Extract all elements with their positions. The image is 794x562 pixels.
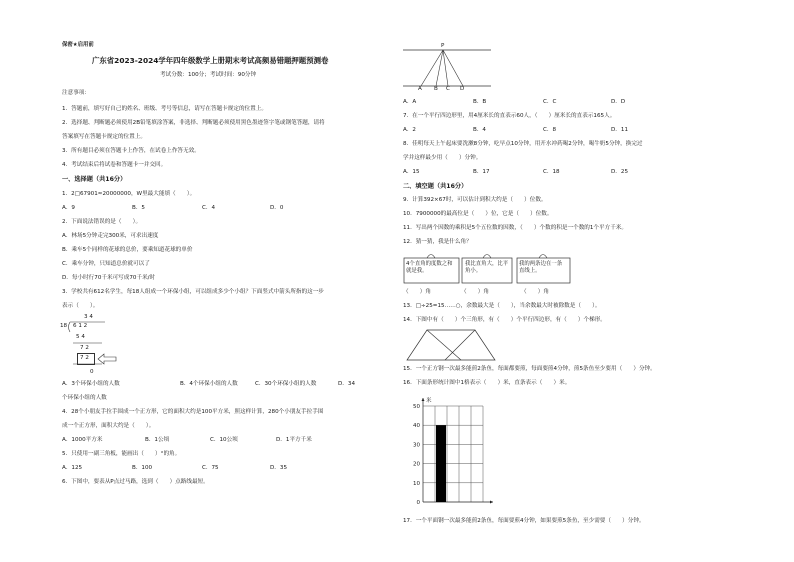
section-heading: 二、填空题（共16分） <box>403 183 468 190</box>
option: D．0 <box>270 205 284 211</box>
question-12: 12．猜一猜，我是什么角？ <box>403 239 472 245</box>
section-heading: 一、选择题（共16分） <box>62 176 127 183</box>
option: C．18 <box>543 169 560 175</box>
option: B．17 <box>473 169 490 175</box>
exam-meta: 考试分数：100分；考试时间：90分钟 <box>160 72 257 78</box>
question-9: 9．计算392×67时，可以估计到积大约是（ ）位数。 <box>403 197 547 203</box>
option: C．8 <box>543 127 557 133</box>
point-label: C <box>446 86 450 92</box>
option: C．C <box>543 99 557 105</box>
tag-answer: （ ）角 <box>403 289 431 295</box>
note-item: 1．答题前，填写好自己的姓名、班级、考号等信息，请写在答题卡规定的位置上。 <box>62 106 267 112</box>
option-cont: 个环保小组的人数 <box>62 395 107 401</box>
question-1: 1．2□67901≈20000000，W里最大能填（ ）。 <box>62 191 196 197</box>
option: A．A <box>403 99 417 105</box>
question-14: 14．下图中有（ ）个三角形，有（ ）个平行四边形，有（ ）个梯形。 <box>403 317 606 323</box>
tag-answer: （ ）角 <box>521 289 549 295</box>
option: D．35 <box>270 465 288 471</box>
option: D．每小时行70千米可写成70千米/时 <box>62 275 156 281</box>
question-3-cont: 表示（ ）。 <box>62 303 99 309</box>
option: D．1平方千米 <box>276 437 312 443</box>
option: D．11 <box>611 127 629 133</box>
question-8-cont: 学并这样最少用（ ）分钟。 <box>403 155 482 161</box>
point-label: A <box>418 86 422 92</box>
note-item: 答案填写在答题卡规定的位置上。 <box>62 134 146 140</box>
question-15: 15．一个正方钢一次最多能煎2条鱼，每面都要煎，每面要煎4分钟，煎5条鱼至少要用（ ）分钟。 <box>403 366 656 372</box>
option: B．4个环保小组的人数 <box>180 381 238 387</box>
division-step: 5 4 <box>76 334 85 340</box>
point-label: P <box>441 43 445 49</box>
option: C．75 <box>202 465 219 471</box>
y-tick-label: 0 <box>416 500 420 506</box>
arrow-left-icon <box>96 353 118 365</box>
x-axis-arrow <box>490 501 493 504</box>
option: A．3个环保小组的人数 <box>62 381 120 387</box>
y-tick-label: 30 <box>413 442 420 449</box>
y-tick-label: 20 <box>413 461 420 468</box>
tag-answer: （ ）角 <box>461 289 489 295</box>
question-6: 6．下图中，要表从P点过马路，选到（ ）点路线最短。 <box>62 479 209 485</box>
option: A．9 <box>62 205 75 211</box>
page-title: 广东省2023-2024学年四年级数学上册期末考试高频易错题押题预测卷 <box>92 56 329 65</box>
option: B．1公顷 <box>145 437 170 443</box>
y-axis-label: 米 <box>426 398 432 404</box>
option: B．乘车5个同样的花球的总价，要乘知道花球的单价 <box>62 247 193 253</box>
question-8: 8．佳明每天上午起床要洗漱8分钟，吃早点10分钟，用开水冲药喝2分钟，喝牛奶5分钟，换完过 <box>403 141 643 147</box>
y-tick-label: 50 <box>413 404 420 410</box>
note-item: 4．考试结束后将试卷和答题卡一并交回。 <box>62 162 167 168</box>
option: B．4 <box>473 127 486 133</box>
question-16: 16．下面条形统计图中1格表示（ ）米，直条表示（ ）米。 <box>403 380 571 386</box>
right-column <box>397 0 794 562</box>
division-remainder: 0 <box>90 369 94 375</box>
question-4-cont: 成一个正方形，面积大约是（ ）。 <box>62 423 155 429</box>
option: A．1000平方米 <box>62 437 103 443</box>
question-11: 11．写出两个因数的乘积是5个五位数的因数，（ ）个数的积是一个数的1个平方千米。 <box>403 225 627 231</box>
y-axis-arrow <box>422 398 425 401</box>
angle-tag: 我比直角大，比平角小。 <box>465 261 509 274</box>
notes-heading: 注意事项： <box>62 90 90 96</box>
option: A．125 <box>62 465 83 471</box>
division-dividend: 6 1 2 <box>73 323 88 329</box>
question-2: 2．下面说法错误的是（ ）。 <box>62 219 142 225</box>
note-item: 3．所有题目必须在答题卡上作答，在试卷上作答无效。 <box>62 148 200 154</box>
division-step: 7 2 <box>80 345 89 351</box>
y-tick-label: 40 <box>413 423 420 430</box>
note-item: 2．选择题、判断题必须使用2B铅笔填涂答案，非选择、判断题必须使用黑色墨迹签字笔或钢笔答题，请将 <box>62 120 325 126</box>
option: B．5 <box>132 205 145 211</box>
option: A．林场5分钟走完300米，可求出速度 <box>62 233 159 239</box>
option: A．15 <box>403 169 420 175</box>
point-label: D <box>460 86 465 92</box>
trapezoid-figure <box>405 328 497 364</box>
option: B．100 <box>132 465 153 471</box>
question-10: 10．7900000的最高位是（ ）位，它是（ ）位数。 <box>403 211 553 217</box>
question-7: 7．在一个平行四边形里，用4厘米长的直表示60人，（ ）厘米长的直表示165人。 <box>403 113 616 119</box>
point-label: B <box>434 86 438 92</box>
question-5: 5．只使用一副三角板，能画出（ ）°的角。 <box>62 451 181 457</box>
division-divisor: 18 <box>60 323 68 329</box>
question-17: 17．一个平面钢一次最多能煎2条鱼，每面要煎4分钟，如果要煎5条鱼，至少需要（ ）分钟。 <box>403 518 645 524</box>
option: C．30个环保小组的人数 <box>255 381 317 387</box>
question-13: 13．□÷25=15……○，余数最大是（ ），当余数最大时被除数是（ ）。 <box>403 303 601 309</box>
angle-tag: 4个直角的度数之和就是我。 <box>406 261 453 274</box>
bar <box>436 425 446 502</box>
question-3: 3．学校共有612名学生，每18人组成一个环保小组，可以组成多少个小组？下面竖式中箭头所指的这一步 <box>62 289 324 295</box>
y-tick-label: 10 <box>413 480 420 487</box>
option: D．D <box>611 99 626 105</box>
division-quotient: 3 4 <box>84 314 93 320</box>
option: A．2 <box>403 127 416 133</box>
secret-label: 保密★启用前 <box>62 42 94 48</box>
division-step: 7 2 <box>80 355 89 361</box>
option: D．25 <box>611 169 629 175</box>
option: B．B <box>473 99 487 105</box>
option: C．乘车分钟，只知道总价就可以了 <box>62 261 150 267</box>
option: C．4 <box>202 205 216 211</box>
question-4: 4．28个小朋友手拉手围成一个正方形，它的面积大约是100平方米，照这样计算，280个小朋友手拉手围 <box>62 409 324 415</box>
bar-chart <box>405 392 505 514</box>
angle-tag: 我的两条边在一条直线上。 <box>519 261 563 274</box>
option: C．10公顷 <box>210 437 238 443</box>
option: D．34 <box>338 381 356 387</box>
